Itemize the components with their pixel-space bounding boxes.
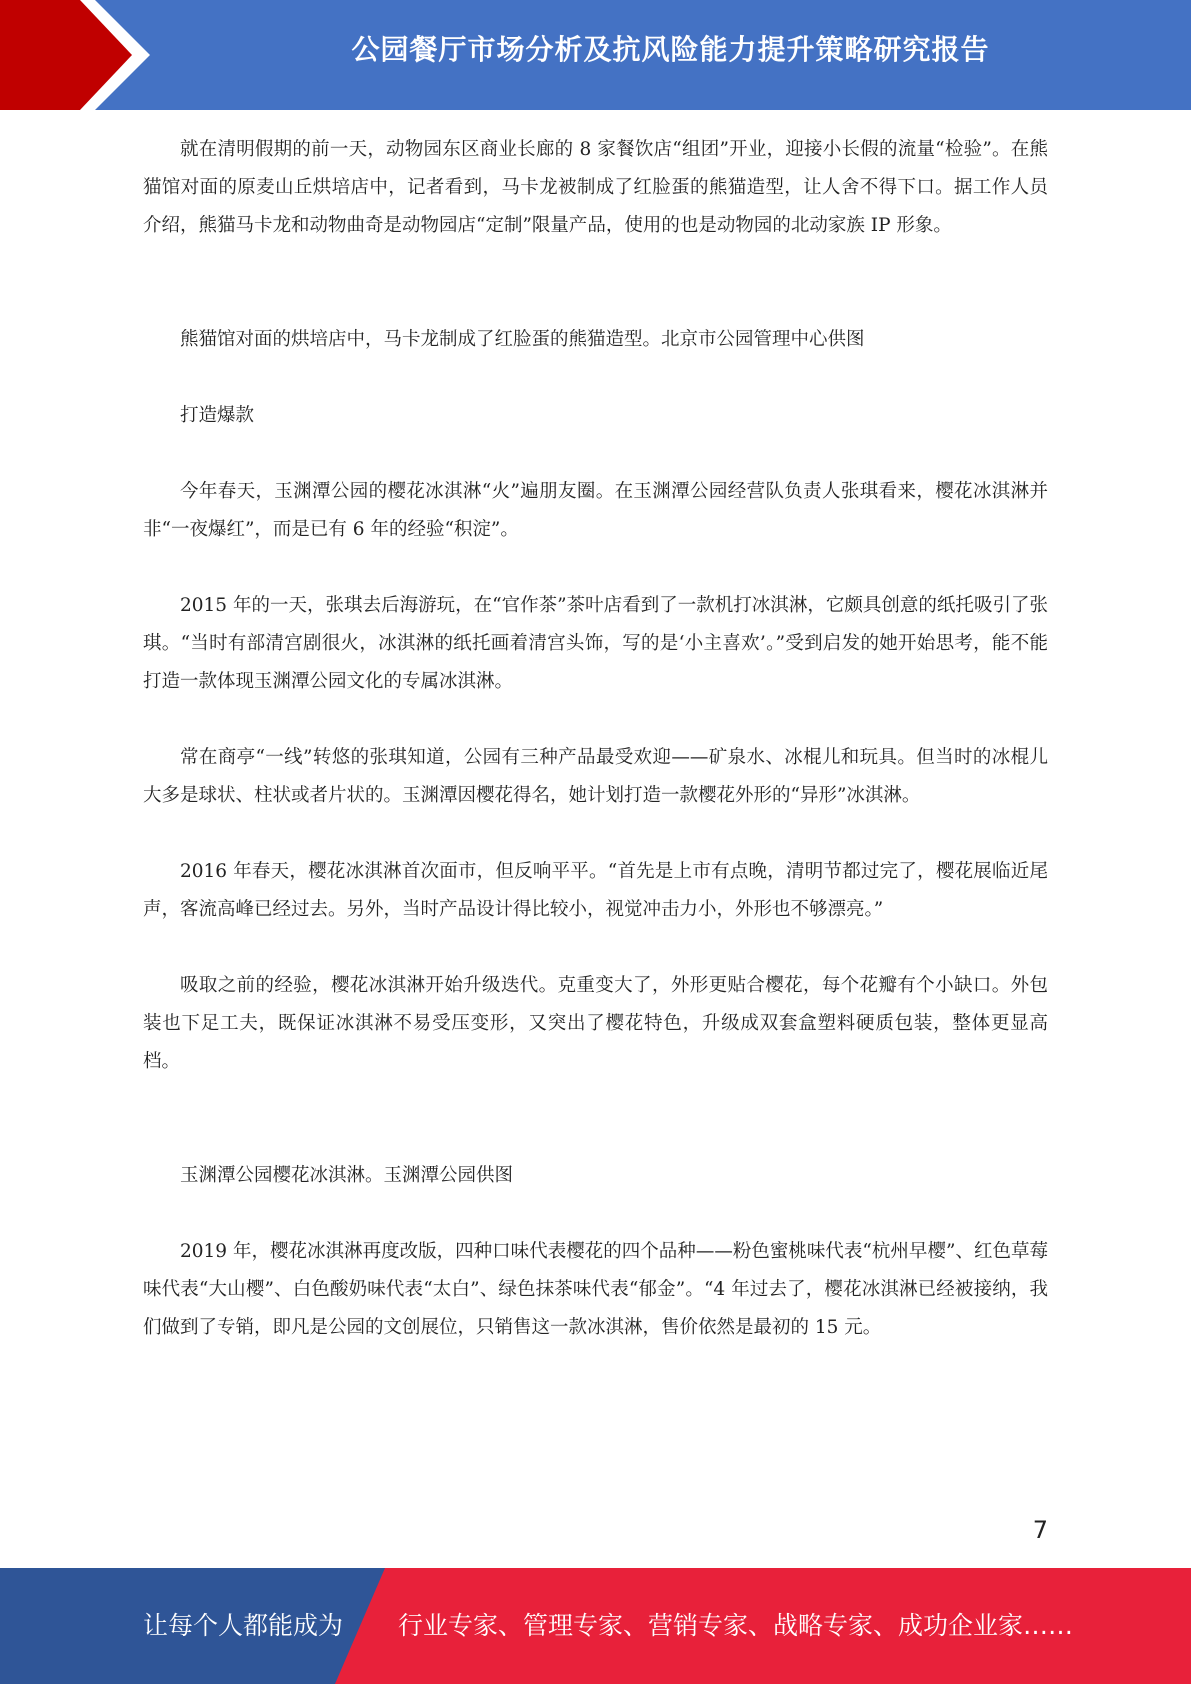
header-arrow-decoration	[0, 0, 160, 110]
paragraph-upgrade: 吸取之前的经验，樱花冰淇淋开始升级迭代。克重变大了，外形更贴合樱花，每个花瓣有个小缺口。外包装也下足工夫，既保证冰淇淋不易受压变形，又突出了樱花特色，升级成双套盒塑料硬质包装，整体更显高档。	[143, 975, 1048, 1072]
paragraph-2019-revision: 2019 年，樱花冰淇淋再度改版，四种口味代表樱花的四个品种——粉色蜜桃味代表“杭州早樱”、红色草莓味代表“大山樱”、白色酸奶味代表“太白”、绿色抹茶味代表“郁金”。“4 年过去了，樱花冰淇淋已经被接纳，我们做到了专销，即凡是公园的文创展位，只销售这一款冰淇淋，售价依然是最初的 15 元。	[143, 1241, 1048, 1338]
article-body	[143, 131, 1048, 1347]
paragraph-sakura-icecream: 今年春天，玉渊潭公园的樱花冰淇淋“火”遍朋友圈。在玉渊潭公园经营队负责人张琪看来，樱花冰淇淋并非“一夜爆红”，而是已有 6 年的经验“积淀”。	[143, 481, 1048, 540]
footer-slogan-right: 行业专家、管理专家、营销专家、战略专家、成功企业家……	[398, 1611, 1074, 1640]
paragraph-2016-launch: 2016 年春天，樱花冰淇淋首次面市，但反响平平。“首先是上市有点晚，清明节都过完了，樱花展临近尾声，客流高峰已经过去。另外，当时产品设计得比较小，视觉冲击力小，外形也不够漂亮。”	[143, 861, 1048, 920]
page-footer	[0, 1568, 1191, 1684]
image-caption-panda-macaron: 熊猫馆对面的烘培店中，马卡龙制成了红脸蛋的熊猫造型。北京市公园管理中心供图	[180, 329, 865, 350]
image-caption-sakura-icecream: 玉渊潭公园樱花冰淇淋。玉渊潭公园供图	[180, 1165, 514, 1186]
page-number: 7	[1032, 1516, 1048, 1544]
report-title: 公园餐厅市场分析及抗风险能力提升策略研究报告	[351, 33, 990, 66]
footer-slogan-left: 让每个人都能成为	[143, 1611, 344, 1640]
paragraph-popular-products: 常在商亭“一线”转悠的张琪知道，公园有三种产品最受欢迎——矿泉水、冰棍儿和玩具。但当时的冰棍儿大多是球状、柱状或者片状的。玉渊潭因樱花得名，她计划打造一款樱花外形的“异形”冰淇淋。	[143, 747, 1048, 806]
page-header	[0, 0, 1191, 110]
paragraph-zoo-opening: 就在清明假期的前一天，动物园东区商业长廊的 8 家餐饮店“组团”开业，迎接小长假的流量“检验”。在熊猫馆对面的原麦山丘烘培店中，记者看到，马卡龙被制成了红脸蛋的熊猫造型，让人舍不得下口。据工作人员介绍，熊猫马卡龙和动物曲奇是动物园店“定制”限量产品，使用的也是动物园的北动家族 IP 形象。	[143, 139, 1048, 236]
section-heading: 打造爆款	[180, 405, 255, 426]
paragraph-2015-inspiration: 2015 年的一天，张琪去后海游玩，在“官作茶”茶叶店看到了一款机打冰淇淋，它颇具创意的纸托吸引了张琪。“当时有部清宫剧很火，冰淇淋的纸托画着清宫头饰，写的是‘小主喜欢’。”受到启发的她开始思考，能不能打造一款体现玉渊潭公园文化的专属冰淇淋。	[143, 595, 1048, 692]
